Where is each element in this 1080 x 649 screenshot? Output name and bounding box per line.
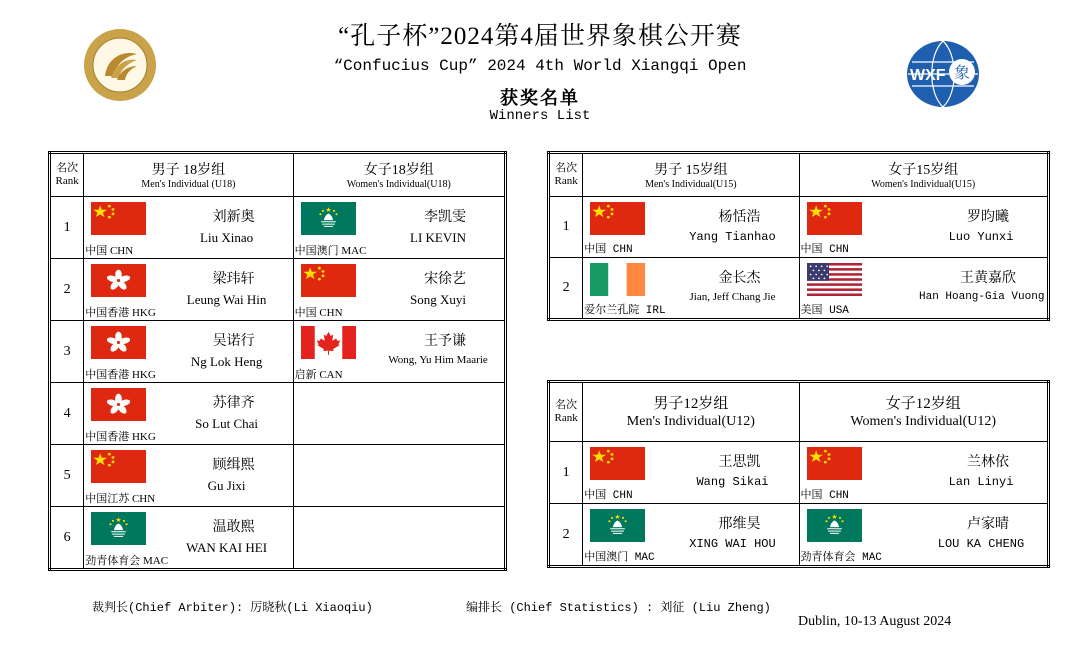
u15-results-table: [547, 151, 1050, 321]
winner-name-chinese: 王思凯: [718, 455, 761, 470]
winner-name-chinese: 梁玮轩: [212, 272, 255, 287]
u18-results-table: [48, 151, 507, 571]
title-chinese: “孔子杯”2024第4届世界象棋公开赛: [338, 23, 742, 50]
country-label: 启新 CAN: [294, 369, 343, 381]
winner-name-chinese: 刘新奥: [212, 210, 255, 225]
winner-name-chinese: 王予谦: [424, 334, 466, 349]
women-u15-header: 女子15岁组 Women's Individual(U15): [799, 153, 1049, 197]
rank-cell: 3: [50, 321, 84, 383]
table-row: [50, 383, 506, 445]
women-winner-cell: [799, 442, 1049, 504]
country-label: 爱尔兰孔院 IRL: [584, 305, 666, 317]
country-label: 劲青体育会 MAC: [85, 555, 169, 567]
women-winner-cell: [799, 504, 1049, 567]
rank-cell: 5: [50, 445, 84, 507]
canada-flag-icon: [301, 326, 356, 359]
winner-name-chinese: 李凯雯: [424, 210, 466, 225]
winner-name-english: Song Xuyi: [410, 292, 466, 307]
table-row: [549, 258, 1049, 320]
china-flag-icon: [590, 202, 645, 235]
wxf-logo-text: WXF: [910, 67, 946, 84]
winner-name-chinese: 温敢熙: [212, 520, 255, 535]
country-label: 中国香港 HKG: [85, 431, 156, 443]
country-label: 中国澳门 MAC: [294, 245, 367, 257]
winner-name-english: Wang Sikai: [696, 475, 769, 489]
women-winner-cell: [293, 445, 505, 507]
u12-results-table: [547, 380, 1050, 568]
country-label: 美国 USA: [800, 305, 849, 317]
hongkong-flag-icon: [91, 326, 146, 359]
women-winner-cell: [799, 197, 1049, 258]
winner-name-chinese: 邢维昊: [718, 517, 761, 532]
winner-name-english: Liu Xinao: [200, 230, 254, 245]
men-u15-header: 男子 15岁组 Men's Individual(U15): [583, 153, 799, 197]
men-winner-cell: [583, 258, 799, 320]
country-label: 中国香港 HKG: [85, 369, 156, 381]
rank-header: 名次 Rank: [549, 153, 583, 197]
hongkong-flag-icon: [91, 388, 146, 421]
chief-statistics: 编排长 (Chief Statistics) : 刘征 (Liu Zheng): [466, 601, 771, 615]
men-winner-cell: [583, 504, 799, 567]
winner-name-chinese: 卢家晴: [967, 517, 1009, 532]
women-winner-cell: [293, 507, 505, 570]
winners-list-chinese: 获奖名单: [500, 88, 580, 108]
rank-cell: 2: [549, 258, 583, 320]
hongkong-flag-icon: [91, 264, 146, 297]
table-row: [50, 321, 506, 383]
event-dateline: Dublin, 10-13 August 2024: [798, 614, 952, 629]
table-row: [549, 197, 1049, 258]
women-winner-cell: [293, 321, 505, 383]
men-winner-cell: [84, 321, 293, 383]
rank-cell: 1: [549, 197, 583, 258]
country-label: 中国 CHN: [85, 245, 134, 257]
table-row: [549, 504, 1049, 567]
china-flag-icon: [590, 447, 645, 480]
women-u18-header: 女子18岁组 Women's Individual(U18): [293, 153, 505, 197]
rank-cell: 6: [50, 507, 84, 570]
table-row: [50, 507, 506, 570]
winner-name-chinese: 杨恬浩: [718, 210, 761, 225]
winner-name-english: Luo Yunxi: [948, 230, 1014, 244]
winner-name-english: LOU KA CHENG: [937, 537, 1025, 551]
winner-name-chinese: 顾缉熙: [212, 458, 255, 473]
winner-name-english: Jian, Jeff Chang Jie: [689, 291, 776, 303]
winner-name-english: WAN KAI HEI: [186, 540, 268, 555]
country-label: 劲青体育会 MAC: [800, 552, 882, 564]
winner-name-english: Ng Lok Heng: [190, 354, 263, 369]
winner-name-english: XING WAI HOU: [689, 537, 776, 551]
winner-name-chinese: 吴诺行: [212, 334, 255, 349]
rank-header: 名次 Rank: [50, 153, 84, 197]
table-row: [50, 197, 506, 259]
men-winner-cell: [84, 445, 293, 507]
rank-header: 名次 Rank: [549, 382, 583, 442]
men-winner-cell: [583, 197, 799, 258]
men-u18-header: 男子 18岁组 Men's Individual (U18): [84, 153, 293, 197]
table-row: [50, 259, 506, 321]
winner-name-english: Leung Wai Hin: [186, 292, 267, 307]
winner-name-chinese: 苏律齐: [212, 396, 255, 411]
men-u12-header: 男子12岁组 Men's Individual(U12): [583, 382, 799, 442]
winners-list-english: Winners List: [489, 108, 591, 124]
china-flag-icon: [91, 450, 146, 483]
men-winner-cell: [84, 383, 293, 445]
chief-arbiter: 裁判长(Chief Arbiter): 厉晓秋(Li Xiaoqiu): [92, 601, 373, 615]
women-winner-cell: [799, 258, 1049, 320]
rank-cell: 2: [549, 504, 583, 567]
china-flag-icon: [91, 202, 146, 235]
country-label: 中国 CHN: [294, 307, 343, 319]
macau-flag-icon: [807, 509, 862, 542]
usa-flag-icon: [807, 263, 862, 296]
winner-name-english: Lan Linyi: [948, 475, 1014, 489]
country-label: 中国 CHN: [584, 490, 633, 502]
winner-name-english: So Lut Chai: [195, 416, 259, 431]
winner-name-chinese: 兰林依: [967, 455, 1009, 470]
women-winner-cell: [293, 383, 505, 445]
winner-name-english: Wong, Yu Him Maarie: [388, 354, 488, 366]
table-row: [549, 442, 1049, 504]
men-winner-cell: [84, 259, 293, 321]
winner-name-english: Gu Jixi: [207, 478, 246, 493]
rank-cell: 2: [50, 259, 84, 321]
macau-flag-icon: [301, 202, 356, 235]
winner-name-chinese: 金长杰: [718, 271, 761, 286]
title-english: “Confucius Cup” 2024 4th World Xiangqi Open: [333, 57, 747, 75]
china-flag-icon: [301, 264, 356, 297]
rank-cell: 4: [50, 383, 84, 445]
wxf-logo-glyph: 象: [953, 63, 971, 82]
winner-name-chinese: 宋徐艺: [424, 272, 466, 287]
china-flag-icon: [807, 202, 862, 235]
country-label: 中国 CHN: [584, 244, 633, 256]
confucius-institute-logo-icon: [83, 28, 157, 102]
ireland-flag-icon: [590, 263, 645, 296]
men-winner-cell: [84, 197, 293, 259]
country-label: 中国 CHN: [800, 244, 849, 256]
macau-flag-icon: [590, 509, 645, 542]
country-label: 中国澳门 MAC: [584, 552, 655, 564]
men-winner-cell: [84, 507, 293, 570]
country-label: 中国 CHN: [800, 490, 849, 502]
country-label: 中国香港 HKG: [85, 307, 156, 319]
men-winner-cell: [583, 442, 799, 504]
winner-name-chinese: 罗昀曦: [967, 210, 1009, 225]
women-u12-header: 女子12岁组 Women's Individual(U12): [799, 382, 1049, 442]
women-winner-cell: [293, 259, 505, 321]
winner-name-chinese: 王黄嘉欣: [960, 271, 1016, 286]
china-flag-icon: [807, 447, 862, 480]
wxf-logo-icon: [906, 40, 980, 108]
table-row: [50, 445, 506, 507]
rank-cell: 1: [50, 197, 84, 259]
women-winner-cell: [293, 197, 505, 259]
winner-name-english: LI KEVIN: [410, 230, 466, 245]
rank-cell: 1: [549, 442, 583, 504]
macau-flag-icon: [91, 512, 146, 545]
country-label: 中国江苏 CHN: [85, 493, 156, 505]
winner-name-english: Yang Tianhao: [689, 230, 776, 244]
winner-name-english: Han Hoang-Gia Vuong: [919, 291, 1045, 303]
